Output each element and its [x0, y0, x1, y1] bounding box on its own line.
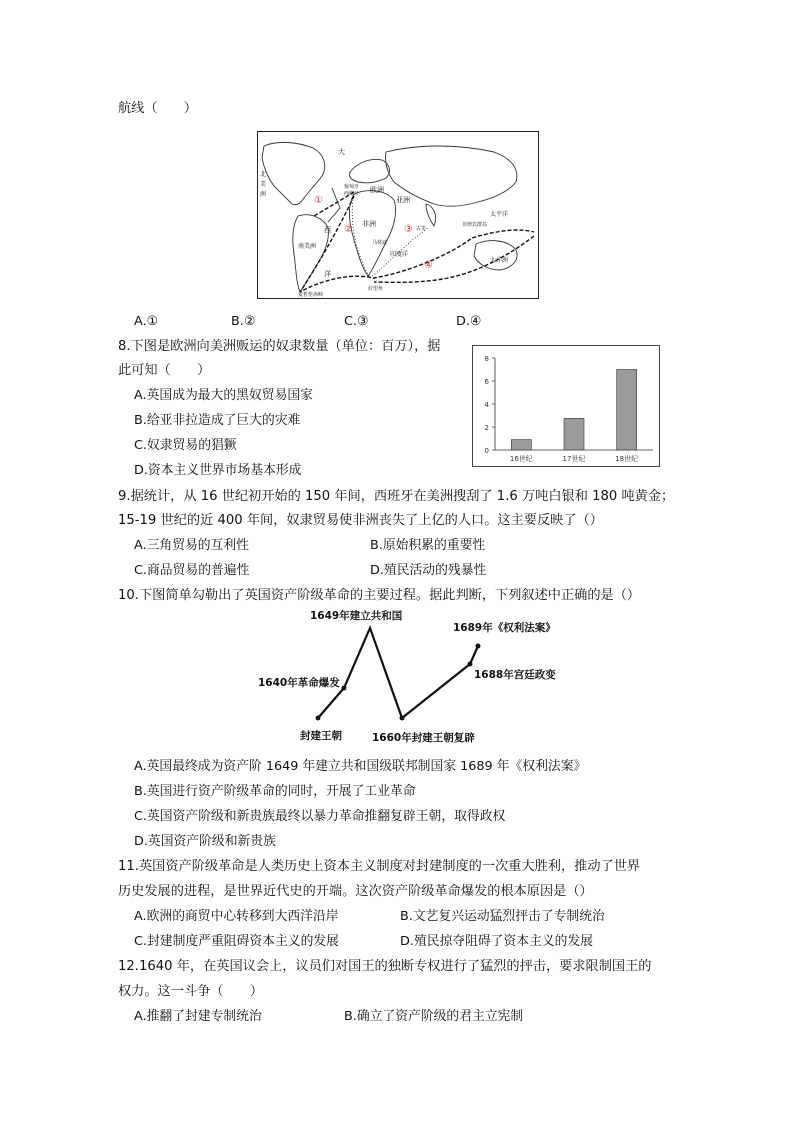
australia-shape: [474, 241, 517, 270]
slave-trade-bar-chart: [472, 345, 660, 467]
q10-option-d[interactable]: D.英国资产阶级和新贵族: [134, 834, 276, 849]
q12-stem-line2: 权力。这一斗争（ ）: [118, 984, 264, 999]
map-label-yazhou: 亚洲: [396, 196, 410, 204]
world-map-figure: [257, 131, 539, 299]
q11-stem-line2: 历史发展的进程，是世界近代史的开端。这次资产阶级革命爆发的根本原因是（）: [118, 884, 593, 899]
map-label-nanmeizhou: 南美洲: [298, 243, 317, 250]
q11-option-b[interactable]: B.文艺复兴运动猛烈抨击了专制统治: [400, 909, 605, 924]
q8-option-a[interactable]: A.英国成为最大的黑奴贸易国家: [134, 388, 313, 403]
q8-option-c[interactable]: C.奴隶贸易的猖獗: [134, 438, 237, 453]
x-category-label: 18世纪: [615, 455, 639, 463]
map-label-xi: 西: [324, 226, 331, 234]
q7-option-b[interactable]: B.②: [231, 314, 256, 329]
map-label-yang: 洋: [324, 270, 331, 278]
route-2-line: [352, 194, 370, 278]
map-label-gulite: 古里: [416, 226, 427, 232]
map-label-dayangzhou: 大洋洲: [490, 257, 509, 264]
diagram-fengjian-label: 封建王朝: [300, 730, 342, 742]
map-label-ouzhou: 欧洲: [370, 186, 384, 194]
q11-stem-line1: 11.英国资产阶级革命是人类历史上资本主义制度对封建制度的一次重大胜利，推动了世界: [118, 859, 641, 874]
route-mark-1: ①: [314, 195, 323, 206]
q10-stem: 10.下图简单勾勒出了英国资产阶级革命的主要过程。据此判断，下列叙述中正确的是（）: [118, 588, 641, 603]
q7-option-d[interactable]: D.④: [456, 314, 482, 329]
q7-option-c[interactable]: C.③: [344, 314, 369, 329]
map-label-haowangjiao: 好望角: [368, 286, 384, 292]
diagram-1688-label: 1688年宫廷政变: [474, 669, 556, 681]
map-label-feizhou: 非洲: [362, 220, 376, 228]
q12-option-b[interactable]: B.确立了资产阶级的君主立宪制: [344, 1009, 524, 1024]
route-mark-3: ③: [404, 224, 413, 235]
route-cross-track: [328, 188, 340, 222]
route-4-line-b: [374, 236, 534, 282]
q9-option-d[interactable]: D.殖民活动的残暴性: [370, 563, 487, 578]
map-label-feilvbin: 菲律宾群岛: [462, 222, 488, 228]
revolution-process-diagram: [256, 606, 556, 746]
map-label-xibanya: 西班牙: [344, 191, 360, 197]
q9-option-a[interactable]: A.三角贸易的互利性: [134, 538, 249, 553]
map-label-magelan: 麦哲伦海峡: [298, 292, 324, 298]
bar-2: [564, 418, 584, 450]
route-mark-2: ②: [344, 224, 353, 235]
q8-option-b[interactable]: B.给亚非拉造成了巨大的灾难: [134, 413, 301, 428]
map-label-taipingyang: 太平洋: [490, 211, 509, 218]
map-label-putaoya: 葡萄牙: [344, 184, 360, 190]
diagram-1640-label: 1640年革命爆发: [258, 677, 340, 689]
bar-1: [511, 440, 531, 450]
y-tick-label: 4: [484, 401, 489, 409]
q11-option-c[interactable]: C.封建制度严重阻碍资本主义的发展: [134, 934, 339, 949]
q12-stem-line1: 12.1640 年，在英国议会上，议员们对国王的独断专权进行了猛烈的抨击，要求限制国王的: [118, 959, 652, 974]
y-tick-label: 2: [484, 424, 489, 432]
europe-shape: [349, 160, 389, 183]
africa-shape: [349, 191, 395, 276]
map-label-yindu: 印度洋: [390, 251, 409, 258]
q10-option-b[interactable]: B.英国进行资产阶级革命的同时，开展了工业革命: [134, 784, 416, 799]
bar-chart-svg: [473, 346, 659, 466]
map-drawing: [258, 132, 538, 298]
q8-stem-line1: 8.下图是欧洲向美洲贩运的奴隶数量（单位：百万），据: [118, 339, 441, 354]
map-label-malin: 马林迪: [372, 240, 388, 246]
q11-option-d[interactable]: D.殖民掠夺阻碍了资本主义的发展: [400, 934, 594, 949]
y-tick-label: 8: [484, 355, 489, 363]
diagram-1649-label: 1649年建立共和国: [310, 610, 403, 622]
diagram-1689-label: 1689年《权利法案》: [453, 622, 556, 634]
map-label-da: 大: [338, 148, 345, 156]
q11-option-a[interactable]: A.欧洲的商贸中心转移到大西洋沿岸: [134, 909, 339, 924]
route-mark-4: ④: [424, 260, 433, 271]
diagram-1660-label: 1660年封建王朝复辟: [372, 732, 475, 744]
q7-option-a[interactable]: A.①: [134, 314, 159, 329]
q8-stem-line2: 此可知（ ）: [118, 363, 211, 378]
x-category-label: 17世纪: [562, 455, 586, 463]
q9-option-c[interactable]: C.商品贸易的普遍性: [134, 563, 250, 578]
bar-3: [617, 370, 637, 451]
q9-stem-line2: 15-19 世纪的近 400 年间，奴隶贸易使非洲丧失了上亿的人口。这主要反映了（）: [118, 513, 603, 528]
map-label-zhou: 洲: [260, 191, 267, 198]
x-category-label: 16世纪: [509, 455, 533, 463]
q12-option-a[interactable]: A.推翻了封建专制统治: [134, 1009, 262, 1024]
question-7-tail: 航线（ ）: [118, 101, 198, 116]
y-tick-label: 6: [484, 378, 489, 386]
map-label-mei: 美: [260, 181, 267, 188]
q8-option-d[interactable]: D.资本主义世界市场基本形成: [134, 463, 302, 478]
q10-option-c[interactable]: C.英国资产阶级和新贵族最终以暴力革命推翻复辟王朝，取得政权: [134, 809, 506, 824]
map-label-bei: 北: [260, 171, 267, 178]
india-shape: [426, 204, 436, 226]
q9-stem-line1: 9.据统计，从 16 世纪初开始的 150 年间，西班牙在美洲搜刮了 1.6 万吨白银和 180 吨黄金；: [118, 489, 675, 504]
y-tick-label: 0: [484, 447, 489, 455]
q9-option-b[interactable]: B.原始积累的重要性: [370, 538, 486, 553]
q10-option-a[interactable]: A.英国最终成为资产阶 1649 年建立共和国级联邦制国家 1689 年《权利法案》: [134, 759, 587, 774]
